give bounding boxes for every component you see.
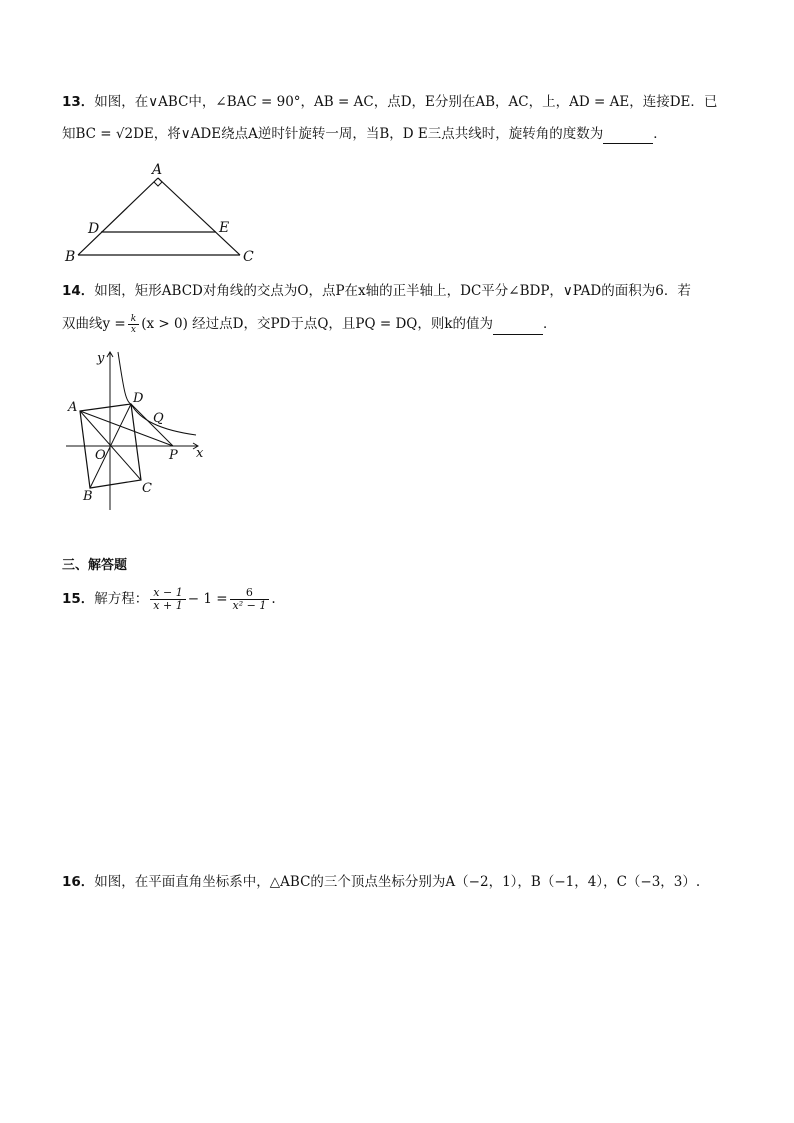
q15-line: 15．解方程： $\frac{x - 1}{x + 1}$ − 1 = $\frac{6}{\text{x² − 1}}$ . <box>62 586 276 612</box>
q13-line2: 知BC = √2DE，将∨ADE绕点A逆时针旋转一周，当B，D E三点共线时，旋转角的度数为 ． <box>62 126 667 142</box>
q15-middle: − 1 = <box>187 591 228 607</box>
q15-fraction-2: $\frac{6}{\text{x² − 1}}$ <box>230 587 270 612</box>
q15-number: 15． <box>62 591 95 607</box>
q14-text-1: 如图，矩形ABCD对角线的交点为O，点P在x轴的正半轴上，DC平分∠BDP，∨PAD的面积为6．若 <box>94 283 691 299</box>
section-heading: 三、解答题 <box>62 558 128 573</box>
q16-number: 16． <box>62 874 95 890</box>
label-D: D <box>88 221 100 237</box>
label-B: B <box>83 489 93 504</box>
q15-text: 解方程： <box>94 591 149 607</box>
q14-number: 14． <box>62 283 95 299</box>
label-P: P <box>169 448 178 463</box>
label-Q: Q <box>153 411 164 426</box>
label-E: E <box>219 220 230 236</box>
label-y: y <box>97 351 105 366</box>
q14-text-2b: (x > 0) 经过点D，交PD于点Q，且PQ = DQ，则k的值为 <box>141 316 494 332</box>
q14-fraction: $\frac{k}{x}$ <box>128 314 139 335</box>
label-D: D <box>133 391 144 406</box>
q16-line <box>62 872 700 892</box>
segment-DP <box>131 404 173 446</box>
q13-text-2: 知BC = √2DE，将∨ADE绕点A逆时针旋转一周，当B，D E三点共线时，旋转角的度数为 <box>62 126 604 142</box>
label-A: A <box>68 400 78 415</box>
label-O: O <box>95 448 106 463</box>
q14-text-2a: 双曲线y = <box>62 316 126 332</box>
q16-text: 如图，在平面直角坐标系中，△ABC的三个顶点坐标分别为A（−2，1），B（−1，4），C（−3，3）. <box>94 874 701 890</box>
q13-number: 13． <box>62 94 95 110</box>
label-A: A <box>152 162 163 178</box>
label-B: B <box>65 249 76 265</box>
q13-text-1: 如图，在∨ABC中，∠BAC = 90°，AB = AC，点D，E分别在AB，AC，上，AD = AE，连接DE．已 <box>94 94 718 110</box>
label-C: C <box>142 481 152 496</box>
q15-fraction-1: $\frac{x - 1}{x + 1}$ <box>150 587 185 612</box>
label-x: x <box>196 446 204 461</box>
q14-line2: 双曲线y = $\frac{k}{x}$ (x > 0) 经过点D，交PD于点Q，且PQ = DQ，则k的值为 ． <box>62 314 557 335</box>
label-C: C <box>243 249 254 265</box>
